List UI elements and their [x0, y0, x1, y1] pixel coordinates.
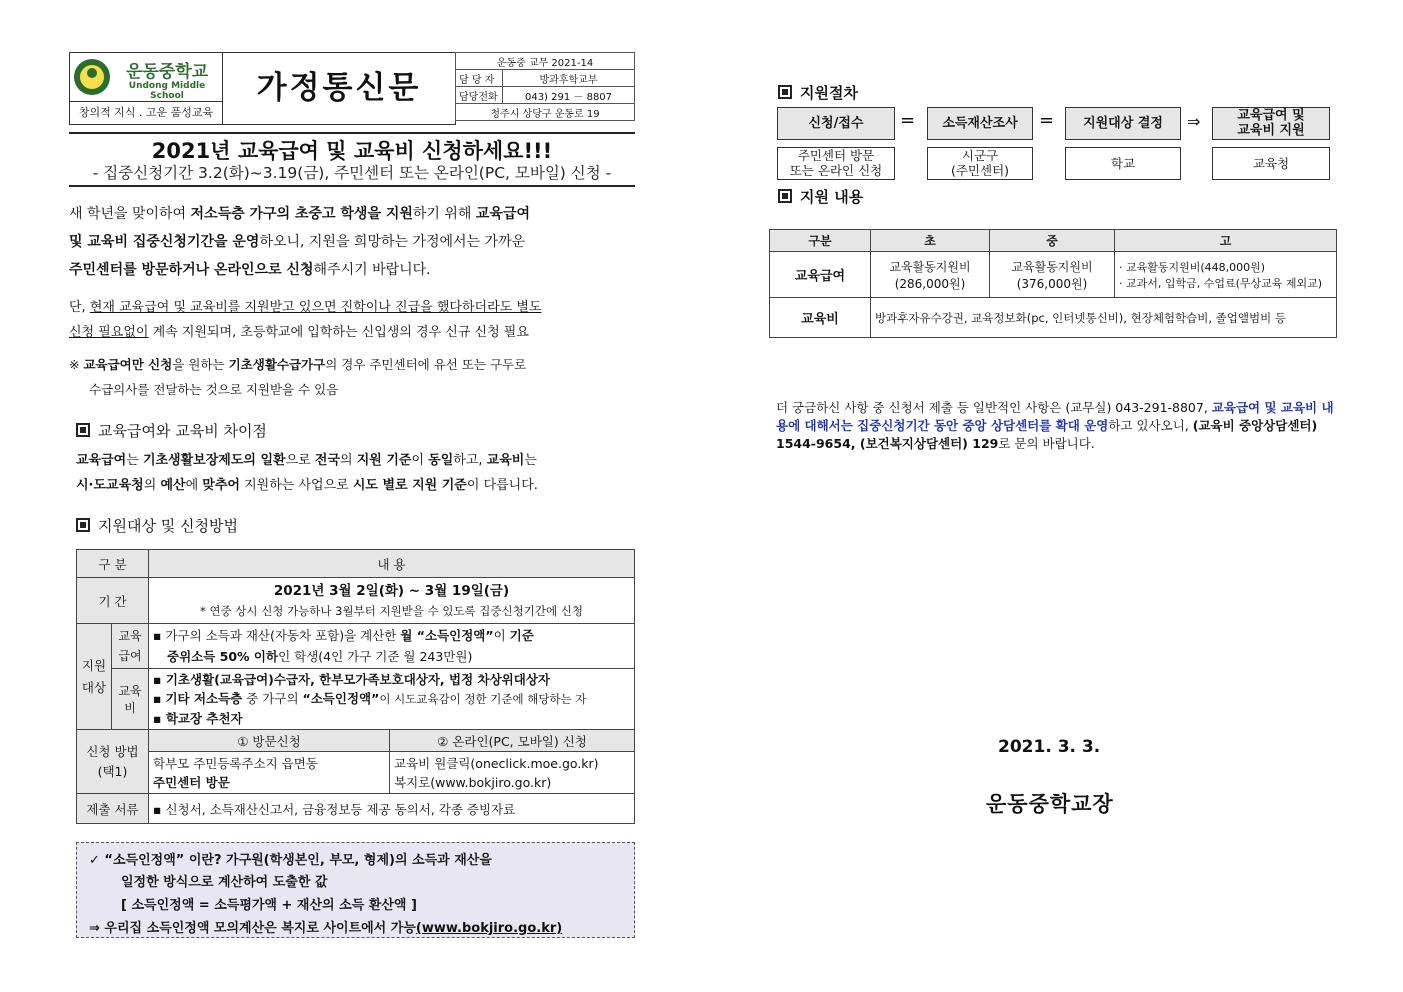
period-note: * 연중 상시 신청 가능하나 3월부터 지원받을 수 있도록 집중신청기간에 신청: [200, 603, 583, 618]
intro-line-2: 및 교육비 집중신청기간을 운영하오니, 지원을 희망하는 가정에서는 가까운: [69, 234, 526, 250]
section-procedure-title: 지원절차: [778, 82, 858, 103]
step-decision: 지원대상 결정: [1065, 107, 1181, 140]
support-head-elem: 초: [871, 230, 990, 252]
support-cost-label: 교육비: [770, 298, 871, 338]
benefit-only-note: [69, 352, 639, 402]
step-survey: 소득재산조사: [927, 107, 1033, 140]
intro-line-1: 새 학년을 맞이하여 저소득층 가구의 초중고 학생을 지원하기 위해 교육급여: [69, 206, 531, 222]
note-box-line-4: ⇒ 우리집 소득인정액 모의계산은 복지로 사이트에서 가능(www.bokjiro.go.kr): [89, 921, 563, 936]
edu-cost-line-1: ▪ 기초생활(교육급여)수급자, 한부모가족보호대상자, 법정 차상위대상자: [153, 672, 550, 687]
phone-value: 043) 291 － 8807: [503, 87, 635, 104]
who-decision: 학교: [1065, 147, 1181, 180]
section-square-icon: [778, 189, 792, 203]
signer: 운동중학교장: [986, 792, 1114, 816]
col-head-div: 구 분: [77, 550, 149, 578]
note-box-line-3: [ 소득인정액 = 소득평가액 + 재산의 소득 환산액 ]: [121, 898, 417, 913]
docs-label: 제출 서류: [77, 794, 149, 824]
school-logo-text: 운동중학교: [125, 62, 209, 82]
edu-cost-label: 교육비: [112, 669, 149, 730]
newsletter-header: [69, 52, 635, 128]
school-motto: 창의적 지식 . 고운 품성교육: [69, 101, 223, 125]
equal-sign-2: =: [1039, 110, 1055, 131]
edu-cost-line-2: ▪ 기타 저소득층 중 가구의 “소득인정액”이 시도교육감이 정한 기준에 해당하는 자: [153, 691, 587, 706]
headline: 2021년 교육급여 및 교육비 신청하세요!!!: [69, 132, 635, 165]
period-main: 2021년 3월 2일(화) ~ 3월 19일(금): [273, 582, 510, 599]
support-head-high: 고: [1115, 230, 1337, 252]
support-head-mid: 중: [990, 230, 1115, 252]
equal-sign-1: =: [900, 110, 916, 131]
target-label: 지원 대상: [77, 624, 112, 730]
renewal-line-1: 단, 현재 교육급여 및 교육비를 지원받고 있으면 진학이나 진급을 했다하더라도 별도: [69, 300, 542, 315]
support-benefit-elem: 교육활동지원비 (286,000원): [871, 252, 990, 298]
visit-head: ① 방문신청: [149, 730, 390, 752]
intro-paragraph: [69, 200, 639, 284]
issue-date: 2021. 3. 3.: [998, 737, 1101, 757]
newsletter-title: 가정통신문: [222, 52, 456, 125]
note-line-1: ※ 교육급여만 신청을 원하는 기초생활수급가구의 경우 주민센터에 유선 또는 구두로: [69, 357, 527, 372]
section-square-icon: [76, 423, 90, 437]
support-head-div: 구분: [770, 230, 871, 252]
manager-value: 방과후학교부: [503, 70, 635, 87]
edu-cost-cell: [149, 669, 635, 730]
renewal-notice: [69, 295, 639, 345]
support-cost-content: 방과후자유수강권, 교육정보화(pc, 인터넷통신비), 현장체험학습비, 졸업앨범비 등: [871, 298, 1337, 338]
step-support: 교육급여 및 교육비 지원: [1212, 107, 1330, 140]
section-target-title: 지원대상 및 신청방법: [76, 515, 238, 536]
support-benefit-label: 교육급여: [770, 252, 871, 298]
edu-cost-line-3: ▪ 학교장 추천자: [153, 711, 243, 726]
bokjiro-url-link[interactable]: (www.bokjiro.go.kr): [415, 921, 563, 936]
target-table: [76, 549, 635, 824]
support-benefit-mid: 교육활동지원비 (376,000원): [990, 252, 1115, 298]
step-apply: 신청/접수: [777, 107, 895, 140]
online-cell: [390, 752, 635, 794]
income-note-box: [76, 842, 635, 938]
bokjiro-link[interactable]: 복지로(www.bokjiro.go.kr): [394, 774, 552, 790]
period-label: 기 간: [77, 578, 149, 624]
edu-benefit-line-1: ▪ 가구의 소득과 재산(자동차 포함)을 계산한 월 “소득인정액”이 기준: [153, 628, 534, 643]
school-logo: [69, 52, 223, 102]
period-cell: [149, 578, 635, 624]
oneclick-link[interactable]: 교육비 원클릭(oneclick.moe.go.kr): [394, 755, 599, 771]
visit-cell: 학부모 주민등록주소지 읍면동 주민센터 방문: [149, 752, 390, 794]
diff-line-2: 시·도교육청의 예산에 맞추어 지원하는 사업으로 시도 별로 지원 기준이 다릅니다.: [76, 478, 538, 493]
phone-label: 담당전화: [456, 87, 503, 104]
manager-label: 담 당 자: [456, 70, 503, 87]
intro-line-3: 주민센터를 방문하거나 온라인으로 신청해주시기 바랍니다.: [69, 262, 431, 278]
support-benefit-high: · 교육활동지원비(448,000원) · 교과서, 입학금, 수업료(무상교육 제외교): [1115, 252, 1337, 298]
online-head: ② 온라인(PC, 모바일) 신청: [390, 730, 635, 752]
note-box-line-1: ✓ “소득인정액” 이란? 가구원(학생본인, 부모, 형제)의 소득과 재산을: [89, 853, 492, 868]
contact-paragraph: 더 궁금하신 사항 중 신청서 제출 등 일반적인 사항은 (교무실) 043-291-8807, 교육급여 및 교육비 내용에 대해서는 집중신청기간 동안 중앙 상담센터를 확대 운영하고 있사오니, (교육비 중앙상담센터) 1544-9654, (보건복지상담센터) 129로 문의 바랍니다.: [776, 400, 1334, 451]
note-box-line-2: 일정한 방식으로 계산하여 도출한 값: [121, 875, 328, 890]
support-table: [769, 229, 1337, 338]
edu-benefit-cell: [149, 624, 635, 669]
section-square-icon: [76, 518, 90, 532]
subline: - 집중신청기간 3.2(화)~3.19(금), 주민센터 또는 온라인(PC, 모바일) 신청 -: [69, 161, 635, 187]
docs-cell: ▪ 신청서, 소득재산신고서, 금융정보등 제공 동의서, 각종 증빙자료: [149, 794, 635, 824]
doc-info-table: [455, 52, 635, 121]
diff-line-1: 교육급여는 기초생활보장제도의 일환으로 전국의 지원 기준이 동일하고, 교육비는: [76, 453, 537, 468]
school-logo-sub: Undong Middle School: [128, 81, 206, 101]
renewal-line-2: 신청 필요없이 계속 지원되며, 초등학교에 입학하는 신입생의 경우 신규 신청 필요: [69, 325, 529, 340]
edu-benefit-label: 교육급여: [112, 624, 149, 669]
apply-label: 신청 방법 (택1): [77, 730, 149, 794]
section-diff-title: 교육급여와 교육비 차이점: [76, 420, 267, 441]
school-address: 청주시 상당구 운동로 19: [456, 104, 635, 121]
diff-paragraph: [76, 448, 638, 498]
note-line-2: 수급의사를 전달하는 것으로 지원받을 수 있음: [89, 382, 339, 397]
who-support: 교육청: [1212, 147, 1330, 180]
doc-number: 운동중 교무 2021-14: [456, 53, 635, 70]
who-survey: 시군구 (주민센터): [927, 147, 1033, 180]
col-head-content: 내 용: [149, 550, 635, 578]
arrow-icon: ⇒: [1187, 112, 1201, 131]
section-square-icon: [778, 85, 792, 99]
edu-benefit-line-2: 중위소득 50% 이하인 학생(4인 가구 기준 월 243만원): [167, 649, 473, 664]
section-support-title: 지원 내용: [778, 186, 863, 207]
who-apply: 주민센터 방문 또는 온라인 신청: [777, 147, 895, 180]
